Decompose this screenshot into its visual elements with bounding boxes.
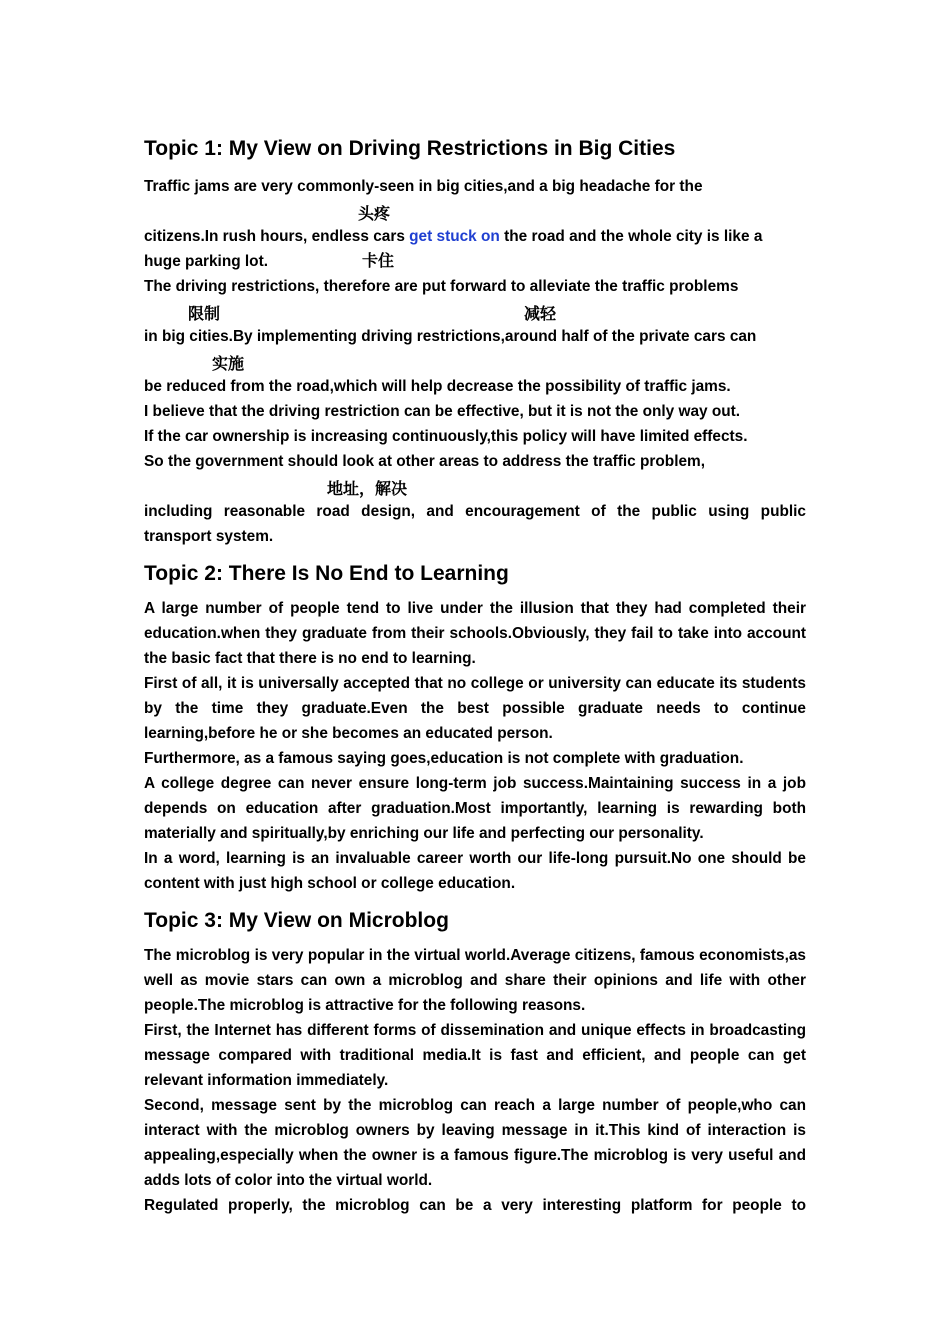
annotation-alleviate: 减轻 [524,306,557,323]
annotation-restrict: 限制 [188,306,221,323]
highlight-get-stuck-on: get stuck on [409,228,500,245]
topic1-last-paragraph: including reasonable road design, and encouragement of the public using public transport system. [144,503,806,545]
topic3-paragraph-3: Second, message sent by the microblog can reach a large number of people,who can interact with the microblog owners by leaving message in it.This kind of interaction is appealing,especially when the owner is a famous figure.The microblog is very useful and adds lots of color into the virtual world. [144,1097,806,1189]
topic1-line-9: So the government should look at other areas to address the traffic problem, [144,453,706,470]
topic1-annotation-row-9 [144,474,806,499]
topic1-line-3 [144,249,806,274]
topic2-body [144,596,806,896]
topic1-body [144,174,806,549]
annotation-implement: 实施 [212,356,245,373]
topic3-body [144,943,806,1218]
topic2-paragraph-5: In a word, learning is an invaluable career worth our life-long pursuit.No one should be content with just high school or college education. [144,850,806,892]
topic3-title: Topic 3: My View on Microblog [144,909,449,932]
topic2-paragraph-1: A large number of people tend to live under the illusion that they had completed their education.when they graduate from their schools.Obviously, they fail to take into account the basic fact that there is no end to learning. [144,600,806,667]
topic1-line-5: in big cities.By implementing driving restrictions,around half of the private cars can [144,328,757,345]
topic3-paragraph-4: Regulated properly, the microblog can be a very interesting platform for people to [144,1197,806,1214]
topic1-annotation-row-1 [144,199,806,224]
topic1-line-8: If the car ownership is increasing continuously,this policy will have limited effects. [144,428,748,445]
topic1-line-2 [144,224,806,249]
topic2-title: Topic 2: There Is No End to Learning [144,562,509,585]
topic1-annotation-row-4 [144,299,806,324]
topic3-paragraph-2: First, the Internet has different forms of dissemination and unique effects in broadcasting message compared with traditional media.It is fast and efficient, and people can get relevant information immediately. [144,1022,806,1089]
topic1-annotation-row-5 [144,349,806,374]
document-page [144,134,806,1218]
annotation-stuck: 卡住 [362,253,395,270]
topic1-line-4: The driving restrictions, therefore are put forward to alleviate the traffic problems [144,278,739,295]
topic3-paragraph-1: The microblog is very popular in the virtual world.Average citizens, famous economists,as well as movie stars can own a microblog and share their opinions and life with other people.The microblog is attractive for the following reasons. [144,947,806,1014]
annotation-headache: 头疼 [358,206,391,223]
topic1-title: Topic 1: My View on Driving Restrictions in Big Cities [144,137,676,160]
topic1-line-6: be reduced from the road,which will help decrease the possibility of traffic jams. [144,378,731,395]
topic2-paragraph-4: A college degree can never ensure long-term job success.Maintaining success in a job depends on education after graduation.Most importantly, learning is rewarding both materially and spiritually,by enriching our life and perfecting our personality. [144,775,806,842]
topic1-line-3-text: huge parking lot. [144,253,268,270]
topic1-line-7: I believe that the driving restriction can be effective, but it is not the only way out. [144,403,741,420]
topic2-paragraph-3: Furthermore, as a famous saying goes,education is not complete with graduation. [144,750,744,767]
topic2-paragraph-2: First of all, it is universally accepted that no college or university can educate its students by the time they graduate.Even the best possible graduate needs to continue learning,before he or she becomes an educated person. [144,675,806,742]
topic1-line-2-post: the road and the whole city is like a [499,228,763,245]
topic1-line-1: Traffic jams are very commonly-seen in big cities,and a big headache for the [144,178,703,195]
annotation-address: 地址，解决 [327,481,408,498]
topic1-line-2-pre: citizens.In rush hours, endless cars [144,228,410,245]
